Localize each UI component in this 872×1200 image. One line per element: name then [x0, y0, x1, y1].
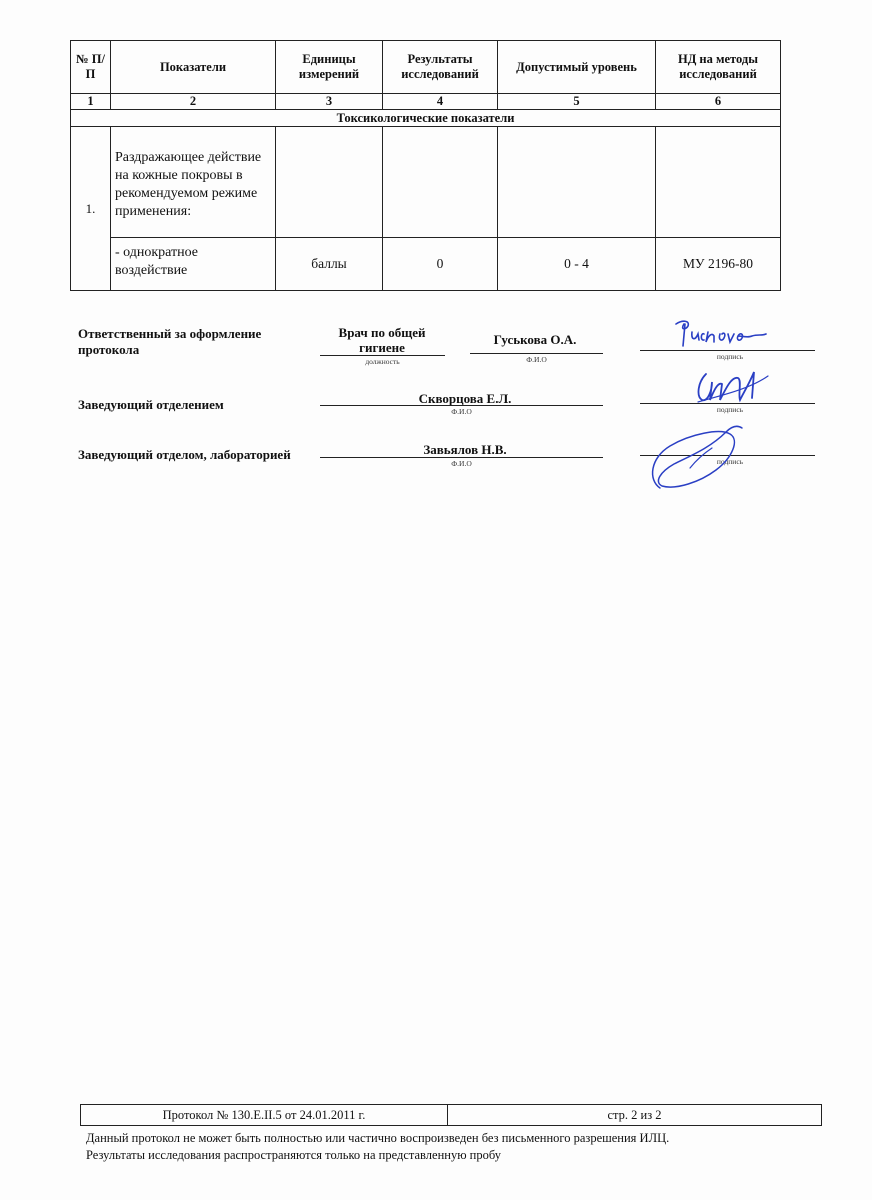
footer-note-2: Результаты исследования распространяются только на представленную пробу	[86, 1148, 501, 1162]
sign-caption: подпись	[716, 405, 744, 414]
row-indicator: Раздражающее действие на кожные покровы в рекомендуемом режиме применения:	[111, 127, 276, 238]
empty-cell	[498, 127, 656, 238]
name-caption: Ф.И.О	[451, 407, 472, 416]
footer-protocol: Протокол № 130.Е.II.5 от 24.01.2011 г.	[81, 1105, 448, 1125]
name-caption: Ф.И.О	[526, 355, 547, 364]
column-number: 2	[111, 94, 276, 110]
column-number: 1	[71, 94, 111, 110]
header-result: Результаты исследований	[383, 41, 498, 94]
empty-cell	[276, 127, 383, 238]
header-allowed: Допустимый уровень	[498, 41, 656, 94]
handwritten-signature-2	[688, 362, 778, 412]
table-row	[71, 127, 781, 238]
name-line	[320, 457, 603, 458]
header-indicator: Показатели	[111, 41, 276, 94]
signature-name-responsible: Гуськова О.А.	[493, 332, 577, 347]
handwritten-signature-3	[640, 418, 770, 498]
row-sub-indicator: - однократное воздействие	[111, 238, 276, 291]
results-table	[70, 40, 781, 291]
table-row	[71, 238, 781, 291]
position-line	[320, 355, 445, 356]
footer-page: стр. 2 из 2	[607, 1107, 662, 1122]
name-caption: Ф.И.О	[451, 459, 472, 468]
section-row	[71, 110, 781, 127]
handwritten-signature-1	[668, 314, 778, 354]
table-header-row	[71, 41, 781, 94]
column-number-row	[71, 94, 781, 110]
signature-name-lab-head: Завьялов Н.В.	[423, 442, 507, 457]
footer-box	[80, 1104, 822, 1126]
column-number: 4	[383, 94, 498, 110]
name-line	[320, 405, 603, 406]
row-unit: баллы	[276, 238, 383, 291]
signature-label-department-head: Заведующий отделением	[78, 397, 224, 412]
column-number: 3	[276, 94, 383, 110]
row-method: МУ 2196-80	[656, 238, 781, 291]
footer-note-1: Данный протокол не может быть полностью или частично воспроизведен без письменного разрешения ИЛЦ.	[86, 1131, 670, 1145]
column-number: 5	[498, 94, 656, 110]
position-caption: должность	[365, 357, 400, 366]
signature-name-department-head: Скворцова Е.Л.	[418, 391, 512, 406]
signature-label-responsible: Ответственный за оформление протокола	[78, 326, 262, 357]
column-number: 6	[656, 94, 781, 110]
header-number: № П/П	[71, 41, 111, 94]
header-unit: Единицы измерений	[276, 41, 383, 94]
name-line	[470, 353, 603, 354]
row-number: 1.	[71, 127, 111, 291]
section-title: Токсикологические показатели	[71, 110, 781, 127]
signature-label-lab-head: Заведующий отделом, лабораторией	[78, 447, 291, 462]
header-method: НД на методы исследований	[656, 41, 781, 94]
sign-caption: подпись	[716, 457, 744, 466]
row-result: 0	[383, 238, 498, 291]
row-allowed: 0 - 4	[498, 238, 656, 291]
signature-position: Врач по общей гигиене	[338, 325, 426, 355]
empty-cell	[656, 127, 781, 238]
sign-caption: подпись	[716, 352, 744, 361]
empty-cell	[383, 127, 498, 238]
